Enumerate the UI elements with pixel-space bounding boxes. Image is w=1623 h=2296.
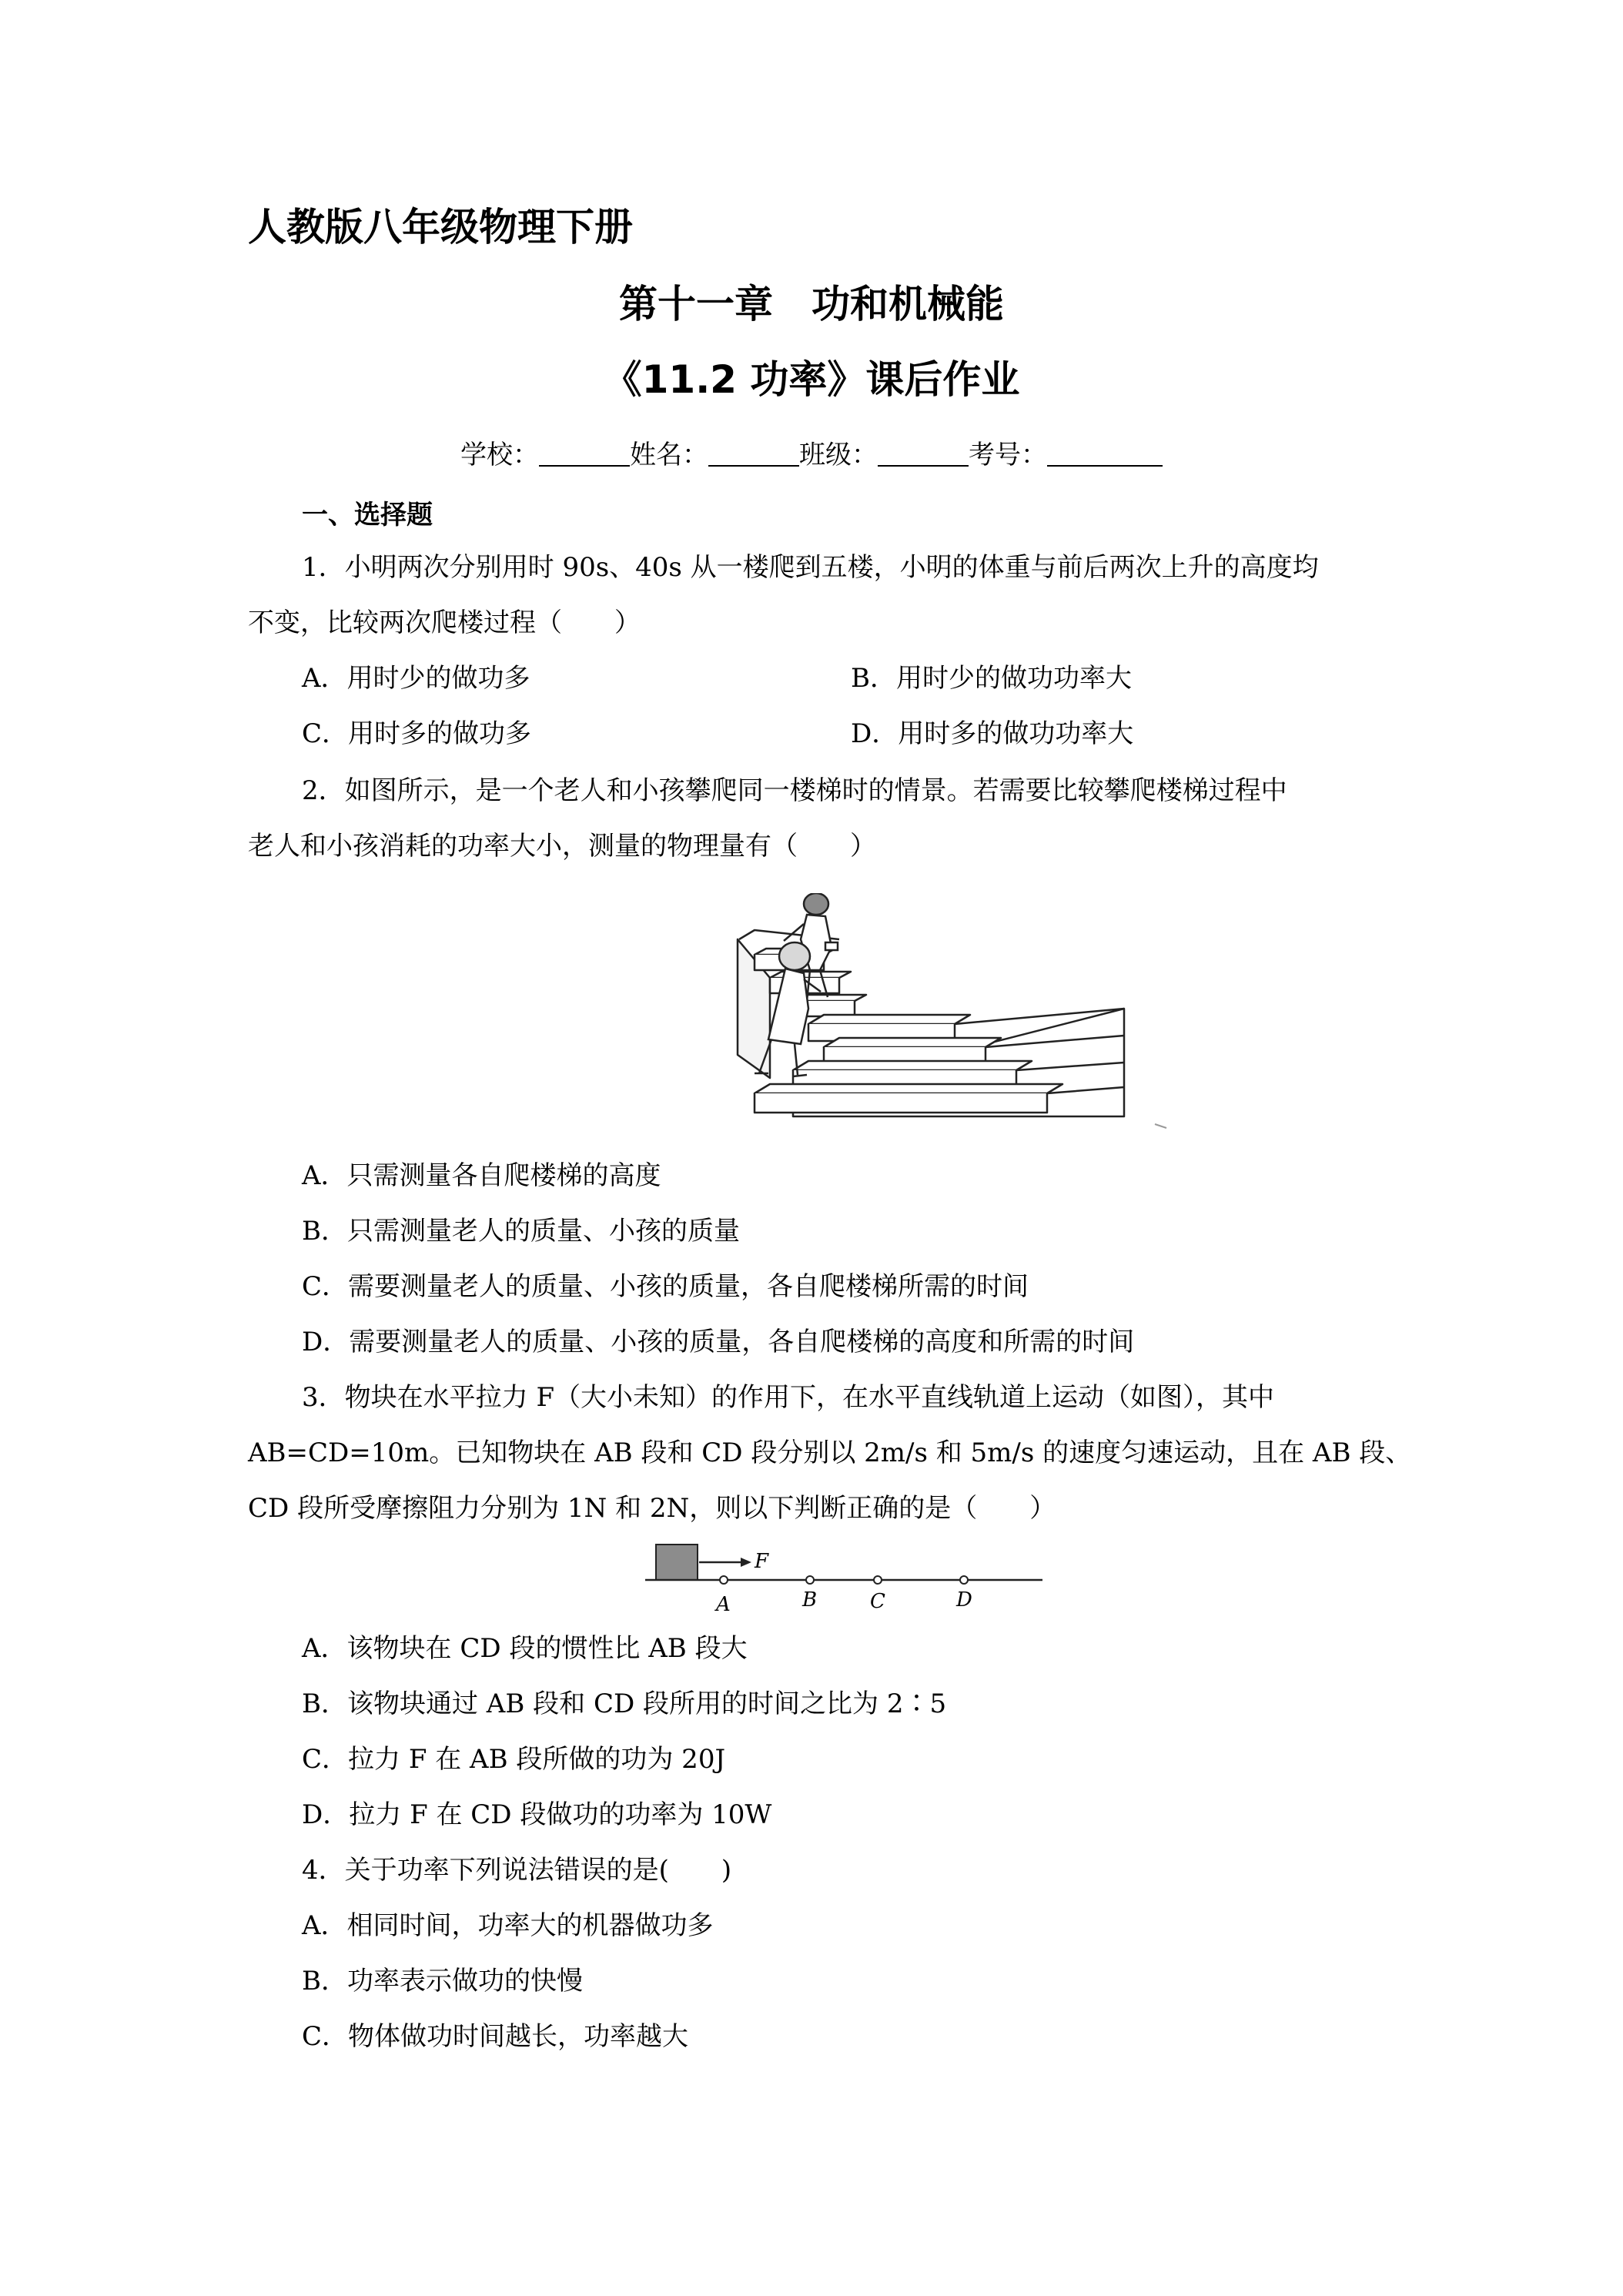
student-info-line: [0, 442, 1623, 468]
block: [656, 1545, 698, 1580]
label-a: A: [716, 1593, 731, 1616]
q4-stem: 4．关于功率下列说法错误的是( ): [302, 1855, 732, 1886]
label-d: D: [956, 1588, 972, 1612]
lesson-title: 《11.2 功率》课后作业: [603, 357, 1020, 402]
force-arrowhead: [741, 1558, 751, 1567]
q1-option-c: C．用时多的做功多: [302, 718, 532, 749]
q1-option-b: B．用时少的做功功率大: [851, 663, 1132, 694]
q1-stem-line1: 1．小明两次分别用时 90s、40s 从一楼爬到五楼，小明的体重与前后两次上升的高度均: [302, 552, 1319, 583]
q3-stem-line1: 3．物块在水平拉力 F（大小未知）的作用下，在水平直线轨道上运动（如图），其中: [302, 1382, 1275, 1413]
q2-option-c: C．需要测量老人的质量、小孩的质量，各自爬楼梯所需的时间: [302, 1271, 1029, 1302]
point-b: [806, 1576, 814, 1584]
q3-option-b: B．该物块通过 AB 段和 CD 段所用的时间之比为 2∶5: [302, 1689, 947, 1719]
name-blank: [708, 442, 799, 467]
q3-option-d: D．拉力 F 在 CD 段做功的功率为 10W: [302, 1799, 772, 1830]
label-b: B: [802, 1588, 818, 1612]
chapter-title: 第十一章 功和机械能: [619, 282, 1004, 326]
q1-option-a: A．用时少的做功多: [302, 663, 530, 694]
section-title: 一、选择题: [302, 500, 433, 530]
q3-option-c: C．拉力 F 在 AB 段所做的功为 20J: [302, 1744, 726, 1775]
class-label: 班级：: [799, 440, 878, 470]
q4-option-c: C．物体做功时间越长，功率越大: [302, 2021, 689, 2052]
q3-stem-line3: CD 段所受摩擦阻力分别为 1N 和 2N，则以下判断正确的是（ ）: [248, 1493, 1056, 1524]
exam-no-blank: [1047, 442, 1163, 467]
name-label: 姓名：: [630, 440, 708, 470]
point-a: [720, 1576, 728, 1584]
q1-stem-line2: 不变，比较两次爬楼过程（ ）: [248, 607, 641, 638]
q2-stem-line1: 2．如图所示，是一个老人和小孩攀爬同一楼梯时的情景。若需要比较攀爬楼梯过程中: [302, 775, 1287, 806]
exam-no-label: 考号：: [969, 440, 1047, 470]
point-c: [874, 1576, 882, 1584]
q2-option-b: B．只需测量老人的质量、小孩的质量: [302, 1216, 740, 1247]
class-blank: [878, 442, 969, 467]
q4-option-b: B．功率表示做功的快慢: [302, 1966, 583, 1996]
label-c: C: [870, 1590, 885, 1613]
staircase-figure: [724, 893, 1170, 1132]
point-d: [960, 1576, 968, 1584]
q2-option-a: A．只需测量各自爬楼梯的高度: [302, 1160, 661, 1191]
q3-stem-line2: AB=CD=10m。已知物块在 AB 段和 CD 段分别以 2m/s 和 5m/s 的速度匀速运动，且在 AB 段、: [248, 1438, 1412, 1468]
force-label: F: [755, 1550, 769, 1573]
q3-option-a: A．该物块在 CD 段的惯性比 AB 段大: [302, 1633, 748, 1664]
q2-stem-line2: 老人和小孩消耗的功率大小，测量的物理量有（ ）: [248, 831, 876, 862]
series-title: 人教版八年级物理下册: [248, 205, 633, 249]
q1-option-d: D．用时多的做功功率大: [851, 718, 1134, 749]
q2-option-d: D．需要测量老人的质量、小孩的质量，各自爬楼梯的高度和所需的时间: [302, 1327, 1135, 1357]
school-blank: [539, 442, 630, 467]
q4-option-a: A．相同时间，功率大的机器做功多: [302, 1910, 714, 1941]
school-label: 学校：: [460, 440, 539, 470]
track-figure: [645, 1540, 1046, 1617]
